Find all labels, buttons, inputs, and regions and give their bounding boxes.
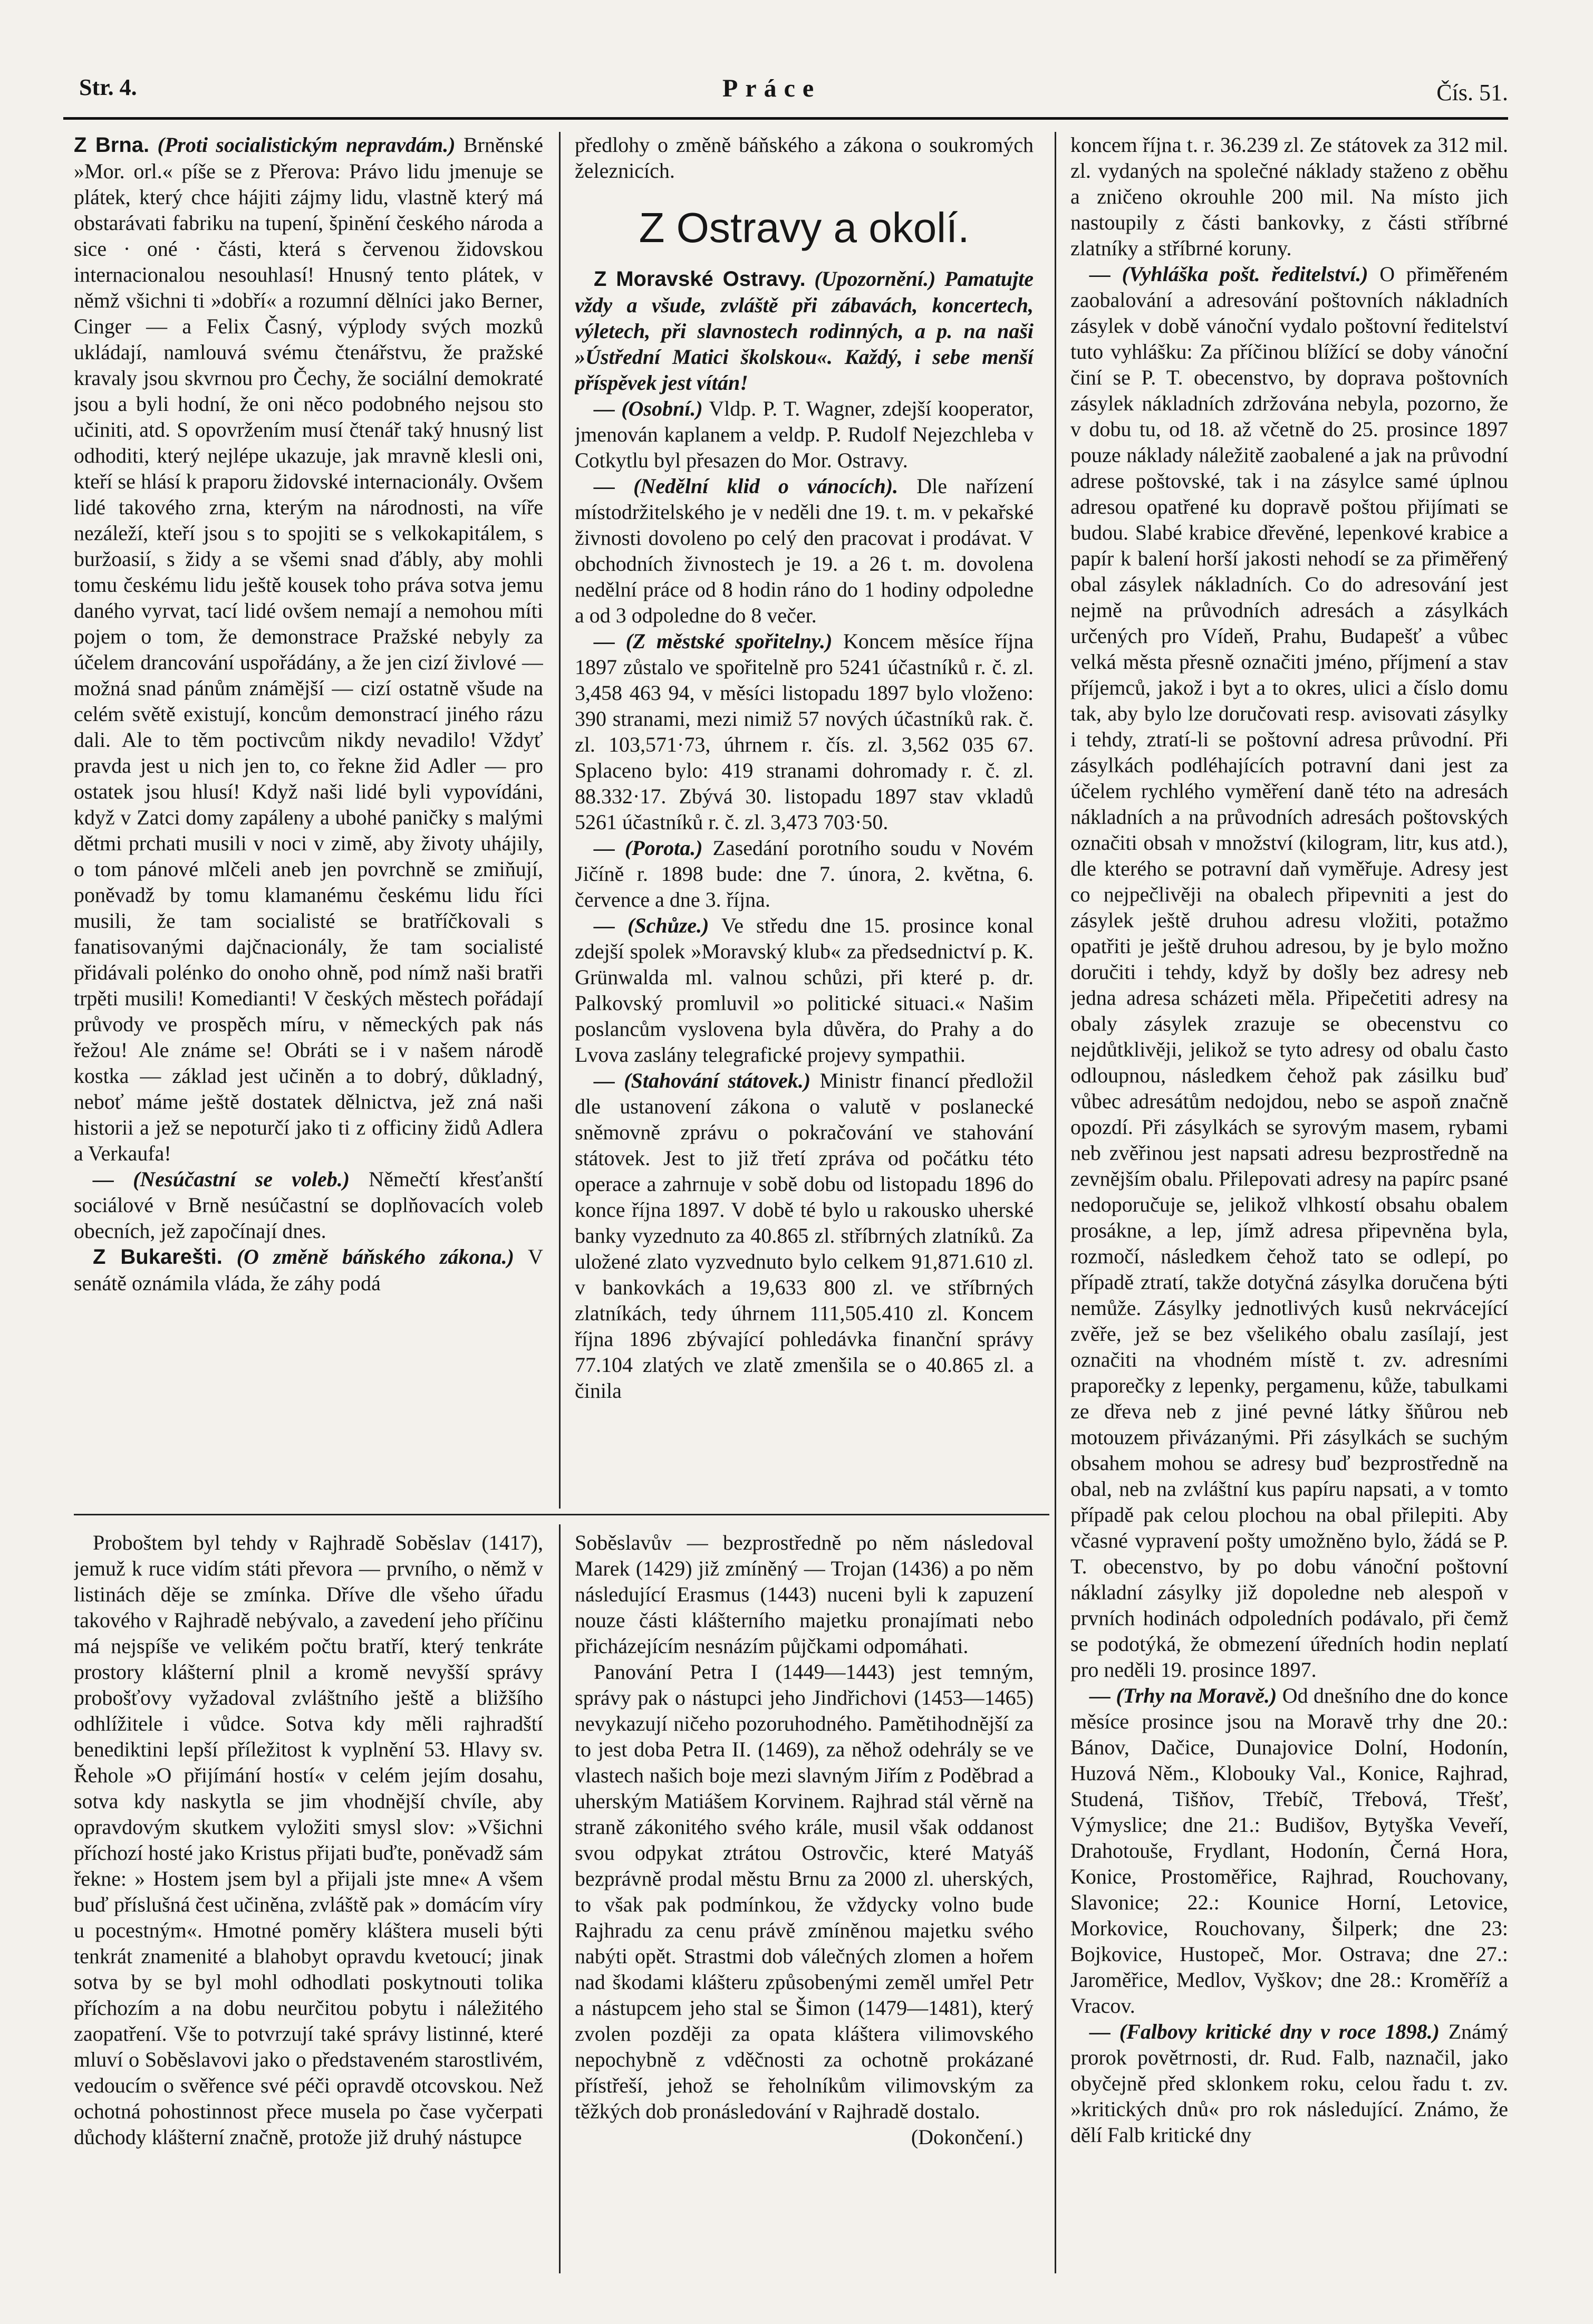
header-rule xyxy=(63,117,1508,120)
article-body: Pamatujte vždy a všude, zvláště při zábavách, koncertech, výletech, při slavnostech rodinných, a p. na naši »Ústřední Matici školskou«. Každý, i sebe menší příspěvek jest vítán! xyxy=(575,267,1034,395)
article-title: — (Porota.) xyxy=(594,836,703,860)
feuilleton-body: Proboštem byl tehdy v Rajhradě Soběslav (1417), jemuž k ruce vidím státi převora — prvního, o němž v listinách děje se zmínka. Dříve dle všeho úřadu takového v Rajhradě nebývalo, a zavedení jeho příčinu má nejspíše ve velikém počtu bratří, který tenkráte prostory klášterní plnil a kromě nevyšší správy probošťovy vyžadoval zvláštního ještě a bližšího odhlížitele i vůdce. Sotva kdy měli rajhradští benediktini lepší příležitost k vyplnění 53. Hlavy sv. Řehole »O přijímání hostí« v celém jejím dosahu, sotva kdy naskytla se jim vhodnější chvíle, aby opravdovým skutkem vyložiti smysl slov: »Všichni příchozí hosté jako Kristus přijati buďte, poněvadž sám řekne: » Hostem jsem byl a přijali jste mne« A všem buď příslušná čest učiněna, zvláště pak » domácím víry u pocestným«. Hmotné poměry kláštera museli býti tenkrát znamenité a blahobyt opravdu kvetoucí; jinak sotva by se byl mohl odhodlati poskytnouti tolika příchozím a na dobu neurčitou pobytu i náležitého zaopatření. Vše to potvrzují také správy listinné, které mluví o Soběslavovi jako o představeném starostlivém, vedoucím o svěřence své péči opravdě otcovskou. Než ochotná pohostinnost přece musela po čase vyčerpati důchody klášterní značně, protože již druhý nástupce xyxy=(74,1531,543,2149)
column-divider xyxy=(559,1524,561,2273)
article-place: Z Bukarešti. xyxy=(93,1245,223,1269)
article-title: — (Z městské spořitelny.) xyxy=(594,629,833,653)
article-body: Němečtí křesťanští sociálové v Brně nesúčastní se doplňovacích voleb obecních, jež započínají dnes. xyxy=(74,1167,543,1243)
article-continuation: koncem října t. r. 36.239 zl. Ze státovek za 312 mil. zl. vydaných na společné náklady staženo z oběhu a zničeno okrouhle 200 mil. Na místo jich nastoupily z části bankovky, z části stříbrné zlatníky a stříbrné koruny. xyxy=(1070,133,1508,260)
article-nesucastni xyxy=(74,1166,543,1244)
column-2 xyxy=(575,132,1034,1503)
page-number: Str. 4. xyxy=(79,74,137,100)
issue-number: Čís. 51. xyxy=(1436,80,1508,105)
article-body: V senátě oznámila vláda, že záhy podá xyxy=(74,1245,543,1295)
article-body: Od dnešního dne do konce měsíce prosince jsou na Moravě trhy dne 20.: Bánov, Dačice, Dunajovice Dolní, Hodonín, Huzová Něm., Klobouky Val., Konice, Rajhrad, Studená, Tišňov, Třebíč, Třebová, Třešť, Výmyslice; dne 21.: Budišov, Bytyška Veveří, Drahotouše, Frydlant, Hodonín, Černá Hora, Konice, Prostoměřice, Rajhrad, Rouchovany, Slavonice; 22.: Kounice Horní, Letovice, Morkovice, Rouchovany, Šilperk; dne 23: Bojkovice, Hustopeč, Mor. Ostrava; dne 27.: Jaroměřice, Medlov, Vyškov; dne 28.: Kroměříž a Vracov. xyxy=(1070,1684,1508,2018)
article-title: — (Trhy na Moravě.) xyxy=(1089,1684,1277,1707)
masthead-title: Práce xyxy=(722,74,822,102)
article-osobni xyxy=(575,396,1034,473)
article-sporitelna xyxy=(575,628,1034,835)
article-place: Z Moravské Ostravy. xyxy=(594,267,806,291)
article-body: O přiměřeném zaobalování a adresování poštovních nákladních zásylek v době vánoční vydalo poštovní ředitelství tuto vyhlášku: Za příčinou blížící se doby vánoční činí se P. T. obecenstvo, by doprava poštovních zásylek nákladních zdržována nebyla, pozorno, že v dobu tu, od 18. až včetně do 25. prosince 1897 pouze náklady náležitě zaobalené a jak na průvodní adrese poštovské, tak i na zásylce samé úplnou adresou opatřené ku dopravě poštou přijímati se budou. Slabé krabice dřevěné, lepenkové krabice a papír k balení horší jakosti nehodí se za přiměřený obal zásylek nákladních. Co do adresování jest nejmě na průvodních adresách a zásylkách určených pro Vídeň, Prahu, Budapešť a vůbec velká města přesně označiti jméno, příjmení a stav příjemců, jakož i byt a to okres, ulici a číslo domu tak, aby bylo lze doručovati resp. avisovati zásylky i tehdy, ztratí-li se poštovní adresa průvodní. Při zásylkách podléhajících potravní dani jest za účelem rychlého vyměření daně této na adresách nákladních a na průvodních adresách poštovských označiti obsah v množství (kilogram, litr, kus atd.), dle kterého se potravní daň vyměřuje. Adresy jest co nejpečlivěji na obalech připevniti a jest do zásylek ještě druhou adresu vložiti, potažmo opatřiti je ještě druhou adresou, by je bylo možno doručiti i tehdy, když by došly bez adresy neb jedna adresa scházeti měla. Připečetiti adresy na obaly zásylek zrazuje se obecenstvu co nejdůtklivěji, jelikož se tyto adresy od obalu často odloupnou, následkem čehož pak zásilku buď vůbec adresátům nedojdou, nebo se aspoň značně opozdí. Při zásylkách se syrovým masem, rybami neb zvěřinou jest napsati adresu bezprostředně na zevnějším obalu. Přilepovati adresy na papírc psané nedoporučuje se, jelikož vlhkostí obsahu obalem prosákne, a lep, jímž adresa připevněna byla, rozmočí, následkem čehož tato se odlepí, po případě ztratí, takže dotyčná zásylka doručena býti nemůže. Zásylky jednotlivých kusů nekrvácející zvěře, jež se bez všelikého obalu zasílají, jest označiti na vhodném místě t. zv. adresními praporečky z lepenky, pergamenu, kůže, tabulkami ze dřeva neb z jiné pevné látky šňůrou neb motouzem přivázanými. Při zásylkách se suchým obsahem mohou se adresy buď bezprostředně na obal, neb na zvláštní kus papíru napsati, a v tomto případě pak celou plochou na obal přilepiti. Aby včasné vypravení pošty umožněno bylo, žádá se P. T. obecenstvo, by po dobu vánoční poštovní nákladní zásylky již dopoledne neb alespoň v prvních hodinách odpoledních podávalo, při čemž se podotýká, že obmezení úředních hodin neplatí pro neděli 19. prosince 1897. xyxy=(1070,262,1508,1682)
feuilleton-left xyxy=(74,1530,543,2273)
article-trhy xyxy=(1070,1683,1508,2019)
article-continuation: předlohy o změně báňského a zákona o soukromých železnicích. xyxy=(575,133,1034,183)
feuilleton-rule xyxy=(74,1514,1049,1515)
article-body: Zasedání porotního soudu v Novém Jičíně r. 1898 bude: dne 7. února, 2. května, 6. července a dne 3. října. xyxy=(575,836,1034,911)
article-title: — (Vyhláška pošt. ředitelství.) xyxy=(1089,262,1368,286)
article-statovky xyxy=(575,1068,1034,1404)
article-title: — (Schůze.) xyxy=(594,914,709,937)
feuilleton-right xyxy=(575,1530,1034,2273)
article-title: (O změně báňského zákona.) xyxy=(236,1245,514,1269)
article-vyhlaska xyxy=(1070,261,1508,1683)
continuation-note: (Dokončení.) xyxy=(911,2125,1023,2149)
article-place: Z Brna. xyxy=(74,133,150,157)
article-title: — (Stahování státovek.) xyxy=(594,1069,811,1092)
article-upozorneni xyxy=(575,266,1034,396)
page-header xyxy=(63,69,1508,127)
article-body: Známý prorok povětrnosti, dr. Rud. Falb, naznačil, jako obyčejně před sklonkem roku, celou řadu t. zv. »kritických dnů« pro rok následující. Známo, že dělí Falb kritické dny xyxy=(1070,2020,1508,2147)
article-body: Brněnské »Mor. orl.« píše se z Přerova: Právo lidu jmenuje se plátek, který chce hájiti zájmy lidu, vlastně který má obstarávati fabriku na tupení, špinění českého národa a sice · oné · části, která s červenou židovskou internacionalou nesouhlasí! Hnusný tento plátek, v němž všichni ti »dobří« a rozumní dělníci jako Berner, Cinger — a Felix Časný, výplody svých mozků ukládají, namlouvá svému čtenářstvu, že pražské kravaly jsou skvrnou pro Čechy, že sociální demokraté jsou a byli hodní, že oni něco podobného nejsou sto učiniti, atd. S opovržením musí čtenář taký hnusný list odhoditi, který nejlépe ukazuje, jak mravně klesli oni, kteří se hlásí k praporu židovské internacionály. Ovšem lidé takového zrna, kterým na národnosti, na víře nezáleží, kteří jsou s to spojiti se s velkokapitálem, s buržoasií, s židy a se všemi snad ďábly, aby mohli tomu českému lidu ještě kousek toho práva sotva jemu daného vyrvat, tací lidé ovšem nemají a nemohou míti pojem o tom, že demonstrace Pražské nebyly za účelem drancování uspořádány, a že jen cizí živlové — možná snad pánům známější — cizí ostatně všude na celém světě existují, koncům demonstrací jiného rázu dali. Ale to těm poctivcům nikdy nevadilo! Vždyť pravda jest u nich jen to, co řekne žid Adler — pro ostatek jsou hlusí! Když naši lidé byli vypovídáni, když v Zatci domy zapáleny a ubohé paničky s malými dětmi prchati musili v noci v zimě, aby životy uhájily, o tom pánové mlčeli aneb jen povrchně se zmiňují, poněvadž by tomu klamanému českému lidu říci musili, že tam socialisté se bratříčkovali s fanatisovanými dajčnacionály, že tam socialisté přidávali polénko do onoho ohně, pod nímž naši bratři trpěti musili! Komedianti! V českých městech pořádají průvody ve prospěch míru, v německých pak nás řežou! Ale známe se! Obráti se i v našem národě kostka — základ jest učiněn a to dobrý, důkladný, neboť máme ještě dostatek dělnictva, jež zná naši historii a jež se nepoturčí jako ti z officiny židů Adlera a Verkaufa! xyxy=(74,133,543,1165)
article-body: Ve středu dne 15. prosince konal zdejší spolek »Moravský klub« za předsednictví p. K. Grünwalda ml. valnou schůzi, při které p. dr. Palkovský promluvil »o politické situaci.« Našim poslancům vyslovena byla důvěra, do Prahy a do Lvova zaslány telegrafické projevy sympathii. xyxy=(575,914,1034,1067)
article-body: Ministr financí předložil dle ustanovení zákona o valutě v poslanecké sněmovně zprávu o pokračování ve stahování státovek. Jest to již třetí zpráva od počátku této operace a zahrnuje v sobě dobu od listopadu 1896 do konce října 1897. V době té bylo u rakousko uherské banky vyzednuto za 40.865 zl. stříbrných zlatníků. Za uložené zlato vyzvednuto bylo celkem 91,871.610 zl. v bankovkách a 19,633 800 zl. ve stříbrných zlatníkách, tedy úhrnem 111,505.410 zl. Koncem října 1896 zbývající pohledávka finanční správy 77.104 zlatých ve zlatě zmenšila se o 40.865 zl. a činila xyxy=(575,1069,1034,1403)
article-brno xyxy=(74,132,543,1166)
article-body: Vldp. P. T. Wagner, zdejší kooperator, jmenován kaplanem a veldp. P. Rudolf Nejezchleba v Cotkytlu byl přesazen do Mor. Ostravy. xyxy=(575,397,1034,472)
article-title: — (Osobní.) xyxy=(594,397,703,420)
section-title: Z Ostravy a okolí. xyxy=(639,204,970,251)
article-title: — (Falbovy kritické dny v roce 1898.) xyxy=(1089,2020,1440,2043)
column-1 xyxy=(74,132,543,1503)
newspaper-page xyxy=(63,58,1508,2273)
article-title: — (Nesúčastní se voleb.) xyxy=(93,1167,350,1191)
article-schuze xyxy=(575,913,1034,1068)
article-title: (Upozornění.) xyxy=(814,267,936,291)
article-body: Koncem měsíce října 1897 zůstalo ve spořitelně pro 5241 účastníků r. č. zl. 3,458 463 94, v měsíci listopadu 1897 bylo vloženo: 390 stranami, mezi nimiž 57 nových účastníků rak. č. zl. 103,571·73, úhrnem r. čís. zl. 3,562 035 67. Splaceno bylo: 419 stranami dohromady r. č. zl. 88.332·17. Zbývá 30. listopadu 1897 stav vkladů 5261 účastníků r. č. zl. 3,473 703·50. xyxy=(575,629,1034,834)
column-3 xyxy=(1070,132,1508,2273)
article-title: (Proti socialistickým nepravdám.) xyxy=(157,133,456,157)
feuilleton-body: Soběslavův — bezprostředně po něm následoval Marek (1429) již zmíněný — Trojan (1436) a po něm následující Erasmus (1443) nuceni byli k zapuzení nouze části klášterního majetku pronajímati nebo přicházejícím nesnázím půjčkami odpomáhati. xyxy=(575,1531,1034,1658)
column-divider xyxy=(1055,132,1056,2273)
article-porota xyxy=(575,835,1034,913)
feuilleton-body: Panování Petra I (1449—1443) jest temným, správy pak o nástupci jeho Jindřichovi (1453—1465) nevykazují ničeho pozoruhodného. Pamětihodnější za to jest doba Petra II. (1469), za něhož odehrály se ve vlastech našich boje mezi slavným Jiřím z Poděbrad a uherským Matiášem Korvinem. Rajhrad stál věrně na straně zákonitého svého krále, musil však oddanost svou odpykat ztrátou Ostrovčic, které Matyáš bezprávně prodal městu Brnu za 2000 zl. uherských, to však pak podmínkou, že vždycky volno bude Rajhradu za cenu právě zmíněnou majetku svého nabýti opět. Strastmi dob válečných zlomen a hořem nad škodami klášteru způsobenými zeměl umřel Petr a nástupcem jeho stal se Šimon (1479—1481), který zvolen později za opata kláštera vilimovského nepochybně z vděčnosti za ochotně prokázané přístřeší, jehož se řeholníkům vilimovským za těžkých dob pronásledování v Rajhradě dostalo. xyxy=(575,1660,1034,2123)
article-falb xyxy=(1070,2019,1508,2148)
article-bukurest xyxy=(74,1244,543,1296)
article-title: — (Nedělní klid o vánocích). xyxy=(594,474,899,498)
article-nedelni-klid xyxy=(575,473,1034,628)
column-divider xyxy=(559,132,561,1509)
article-body: Dle nařízení místodržitelského je v neděli dne 19. t. m. v pekařské živnosti dovoleno po celý den pracovat i prodávat. V obchodních živnostech je 19. a 26 t. m. dovolena nedělní práce od 8 hodin ráno do 1 hodiny odpoledne a od 3 odpoledne do 8 večer. xyxy=(575,474,1034,627)
